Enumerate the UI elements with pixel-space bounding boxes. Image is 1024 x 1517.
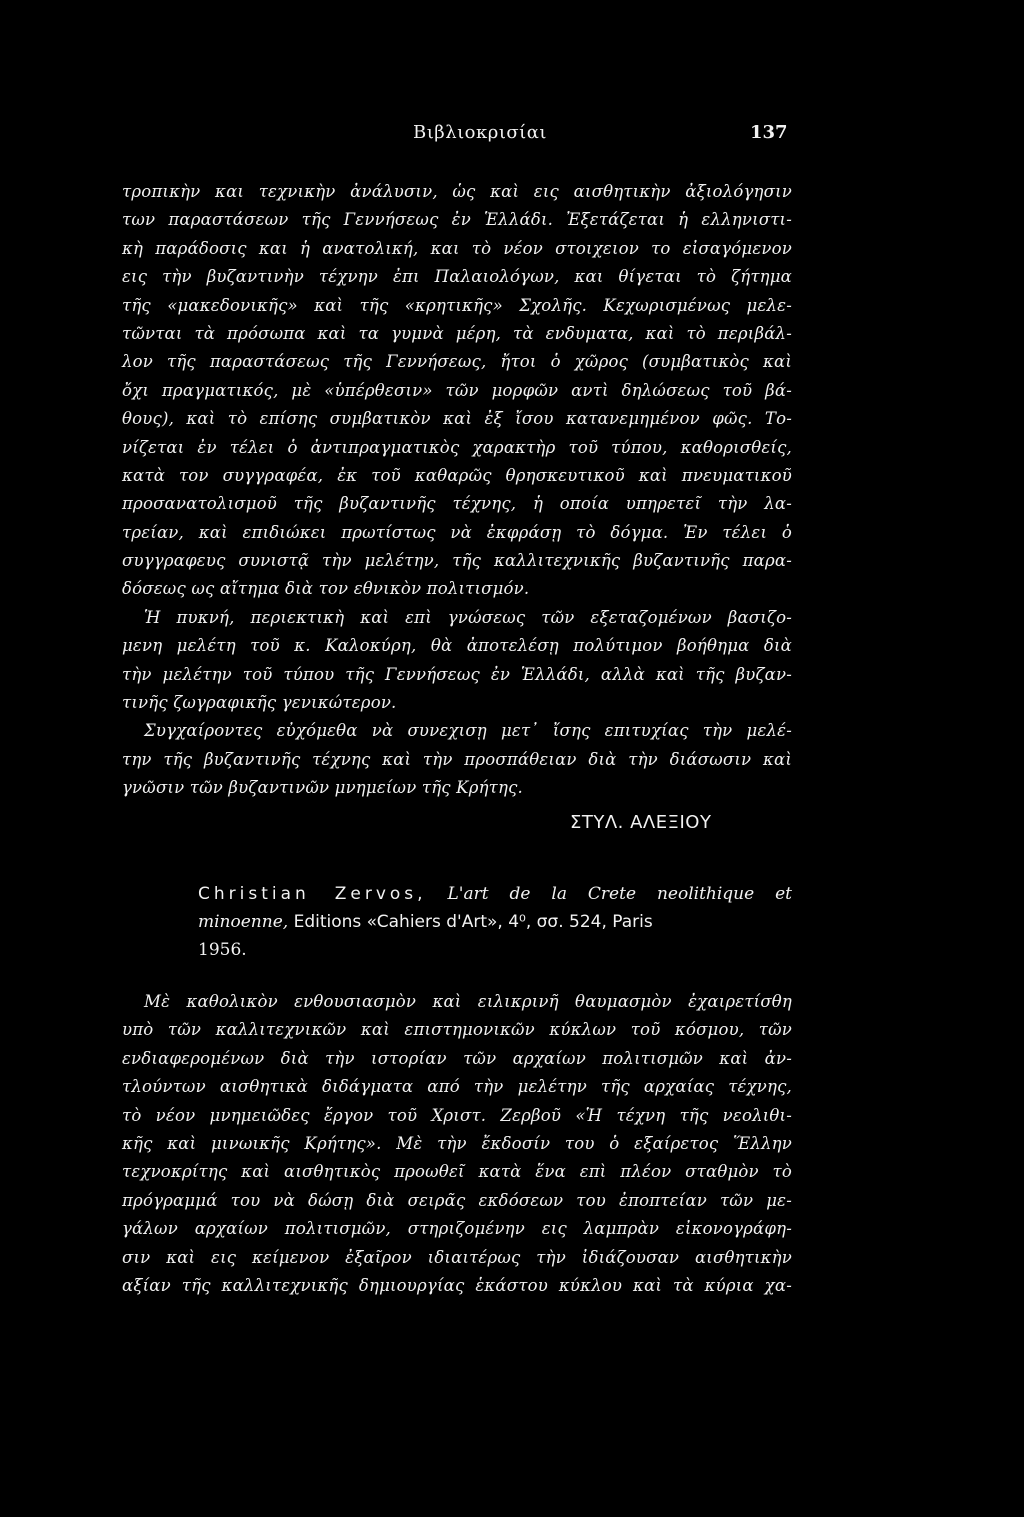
running-head [0,122,1024,152]
text-line: γάλων αρχαίων πολιτισμῶν, στηριζομένην εις λαμπρὰν εἰκονογράφη- [122,1219,792,1239]
citation-line [122,880,792,908]
text-line: θους), καὶ τὸ επίσης συμβατικὸν καὶ ἐξ ἴσου κατανεμημένον φῶς. Το- [122,409,792,429]
text-line: Συγχαίροντες εὐχόμεθα νὰ συνεχισῃ μετ᾽ ἴσης επιτυχίας τὴν μελέ- [144,721,792,741]
text-line: εις τὴν βυζαντινὴν τέχνην ἐπι Παλαιολόγων, και θίγεται τὸ ζήτημα [122,267,792,287]
text-line: υπὸ τῶν καλλιτεχνικῶν καὶ επιστημονικῶν κύκλων τοῦ κόσμου, τῶν [122,1020,792,1040]
text-line: κὴ παράδοσις και ἡ ανατολική, και τὸ νέον στοιχειον το εἰσαγόμενον [122,238,792,258]
book-citation [122,880,792,964]
citation-line [122,908,792,936]
citation-title: L'art de la Crete neolithique et [447,884,793,904]
text-line: γνῶσιν τῶν βυζαντινῶν μνημείων τῆς Κρήτης. [122,778,523,798]
citation-author: Christian Zervos, [198,884,427,904]
reviewer-signature: ΣΤΥΛ. ΑΛΕΞΙΟΥ [570,812,712,833]
text-line: Μὲ καθολικὸν ενθουσιασμὸν καὶ ειλικρινῆ θαυμασμὸν ἐχαιρετίσθη [144,992,792,1011]
text-line: σιν καὶ εις κείμενον ἐξαῖρον ιδιαιτέρως τὴν ἰδιάζουσαν αισθητικὴν [122,1247,792,1267]
citation-publisher: Editions «Cahiers d'Art», 4⁰, σσ. 524, Paris [293,912,653,932]
text-line: συγγραφευς συνιστᾷ τὴν μελέτην, τῆς καλλιτεχνικῆς βυζαντινῆς παρα- [122,551,792,571]
text-line: τὸ νέον μνημειῶδες ἔργον τοῦ Χριστ. Ζερβοῦ «Ἡ τέχνη τῆς νεολιθι- [122,1105,792,1125]
running-title: Βιβλιοκρισίαι [413,122,547,143]
text-line: τλούντων αισθητικὰ διδάγματα από τὴν μελέτην τῆς αρχαίας τέχνης, [122,1077,792,1097]
text-line: πρόγραμμά του νὰ δώσῃ διὰ σειρᾶς εκδόσεων του ἐποπτείαν τῶν με- [122,1190,792,1210]
page-number: 137 [750,122,788,143]
citation-title-cont: minoenne, [198,912,289,932]
text-line: των παραστάσεων τῆς Γεννήσεως ἐν Ἑλλάδι. Ἐξετάζεται ἡ ελληνιστι- [122,210,792,230]
text-line: τὴν μελέτην τοῦ τύπου τῆς Γεννήσεως ἐν Ἑλλάδι, αλλὰ καὶ τῆς βυζαν- [122,664,792,684]
text-line: τῆς «μακεδονικῆς» καὶ τῆς «κρητικῆς» Σχολῆς. Κεχωρισμένως μελε- [122,295,792,315]
text-line: τροπικὴν και τεχνικὴν ἀνάλυσιν, ὡς καὶ εις αισθητικὴν ἀξιολόγησιν [122,182,792,201]
text-line: ὄχι πραγματικός, μὲ «ὑπέρθεσιν» τῶν μορφῶν αντὶ δηλώσεως τοῦ βά- [122,380,792,400]
text-line: τῶνται τὰ πρόσωπα καὶ τα γυμνὰ μέρη, τὰ ενδυματα, καὶ τὸ περιβάλ- [122,323,792,343]
text-line: τεχνοκρίτης καὶ αισθητικὸς προωθεῖ κατὰ ἕνα επὶ πλέον σταθμὸν τὸ [122,1162,792,1182]
text-line: αξίαν τῆς καλλιτεχνικῆς δημιουργίας ἑκάστου κύκλου καὶ τὰ κύρια χα- [122,1275,792,1295]
citation-year: 1956. [198,940,247,960]
text-line: ενδιαφερομένων διὰ τὴν ιστορίαν τῶν αρχαίων πολιτισμῶν καὶ ἀν- [122,1048,792,1068]
review-text-zervos [122,988,792,1300]
text-line: δόσεως ως αἴτημα διὰ τον εθνικὸν πολιτισμόν. [122,579,530,599]
text-line: κῆς καὶ μινωικῆς Κρήτης». Μὲ τὴν ἔκδοσίν του ὁ εξαίρετος Ἕλλην [122,1133,792,1153]
review-text-continued [122,178,792,803]
text-line: τρείαν, καὶ επιδιώκει πρωτίστως νὰ ἐκφράσῃ τὸ δόγμα. Ἐν τέλει ὁ [122,522,792,542]
text-line: μενη μελέτη τοῦ κ. Καλοκύρη, θὰ ἀποτελέσῃ πολύτιμον βοήθημα διὰ [122,636,792,656]
text-line: λον τῆς παραστάσεως τῆς Γεννήσεως, ἤτοι ὁ χῶρος (συμβατικὸς καὶ [122,352,792,372]
text-line: την τῆς βυζαντινῆς τέχνης καὶ τὴν προσπάθειαν διὰ τὴν διάσωσιν καὶ [122,749,792,769]
text-line: προσανατολισμοῦ τῆς βυζαντινῆς τέχνης, ἡ οποία υπηρετεῖ τὴν λα- [122,494,792,514]
text-line: Ἡ πυκνή, περιεκτικὴ καὶ επὶ γνώσεως τῶν εξεταζομένων βασιζο- [144,607,792,627]
citation-line [122,936,792,964]
text-line: τινῆς ζωγραφικῆς γενικώτερον. [122,693,397,713]
text-line: κατὰ τον συγγραφέα, ἐκ τοῦ καθαρῶς θρησκευτικοῦ καὶ πνευματικοῦ [122,465,792,485]
text-line: νίζεται ἐν τέλει ὁ ἀντιπραγματικὸς χαρακτὴρ τοῦ τύπου, καθορισθείς, [122,437,792,457]
